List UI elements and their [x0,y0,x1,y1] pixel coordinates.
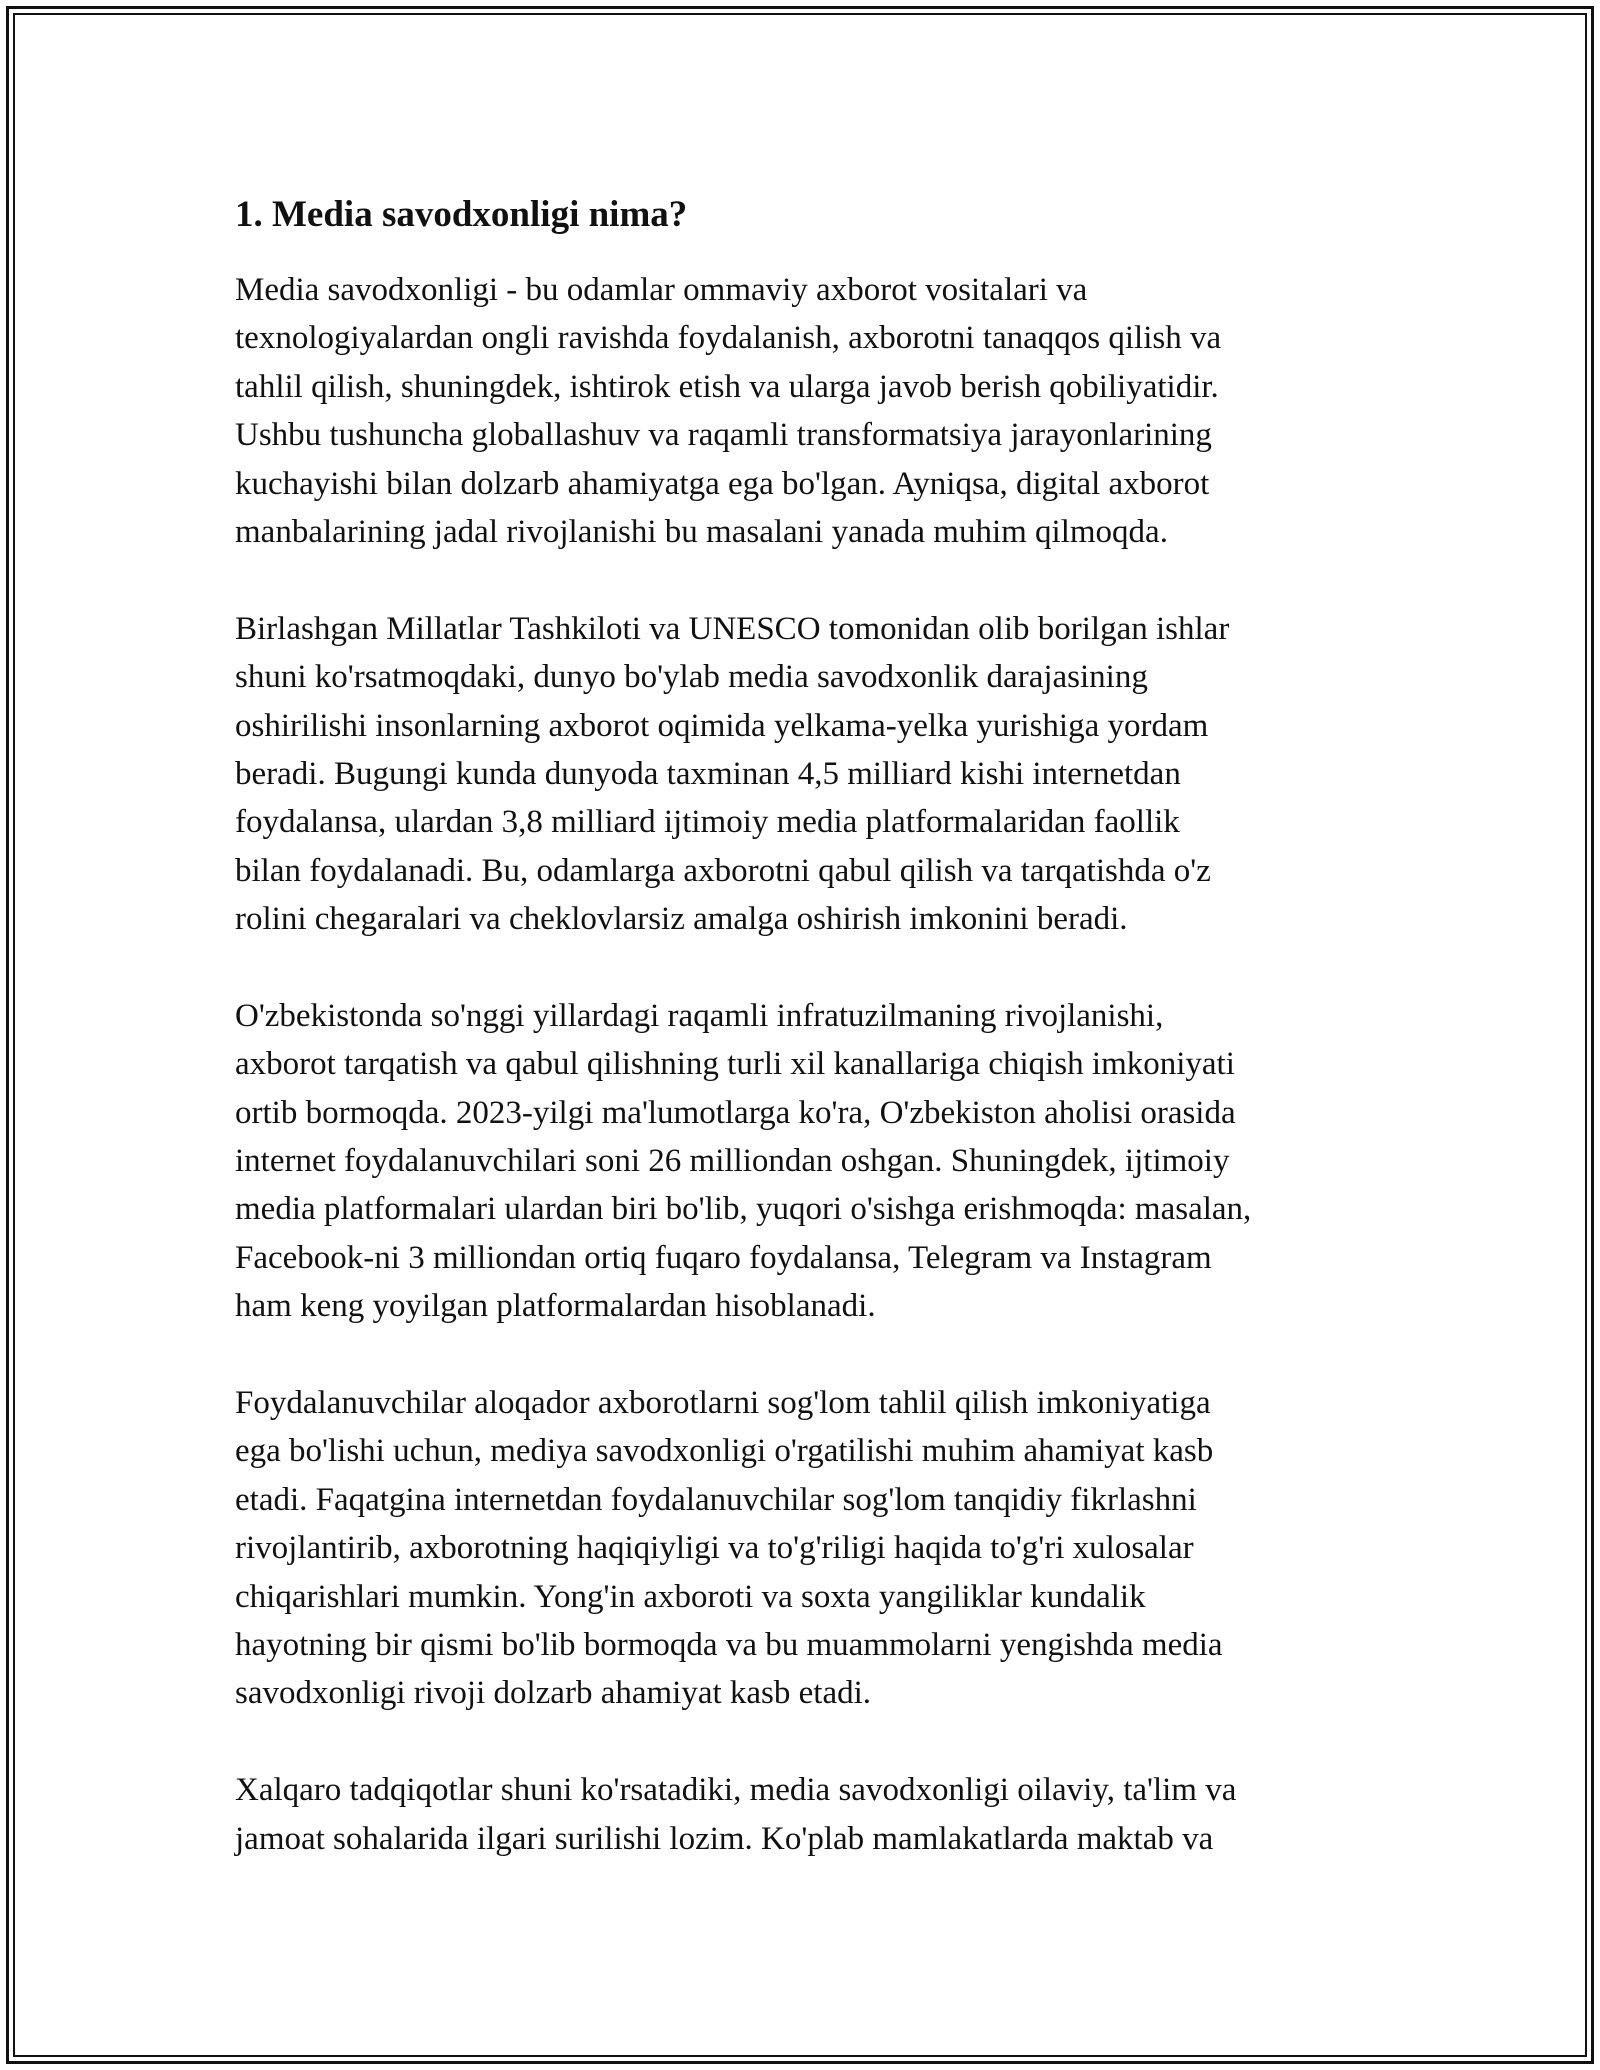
text-line: tahlil qilish, shuningdek, ishtirok etish va ularga javob berish qobiliyatidir. [235,368,1219,405]
text-line: texnologiyalardan ongli ravishda foydalanish, axborotni tanaqqos qilish va [235,320,1222,357]
text-line: manbalarining jadal rivojlanishi bu masalani yanada muhim qilmoqda. [235,513,1168,550]
text-line: oshirilishi insonlarning axborot oqimida yelkama-yelka yurishiga yordam [235,707,1209,744]
paragraph [235,605,1385,944]
text-line: shuni ko'rsatmoqdaki, dunyo bo'ylab media savodxonlik darajasining [235,659,1148,696]
paragraph [235,992,1385,1331]
text-line: savodxonligi rivoji dolzarb ahamiyat kasb etadi. [235,1675,872,1712]
text-line: ortib bormoqda. 2023-yilgi ma'lumotlarga ko'ra, O'zbekiston aholisi orasida [235,1094,1236,1131]
paragraph [235,1379,1385,1718]
text-line: axborot tarqatish va qabul qilishning turli xil kanallariga chiqish imkoniyati [235,1046,1235,1083]
text-line: etadi. Faqatgina internetdan foydalanuvchilar sog'lom tanqidiy fikrlashni [235,1481,1197,1518]
text-line: O'zbekistonda so'nggi yillardagi raqamli infratuzilmaning rivojlanishi, [235,997,1164,1034]
text-line: hayotning bir qismi bo'lib bormoqda va bu muammolarni yengishda media [235,1626,1223,1663]
text-line: ham keng yoyilgan platformalardan hisoblanadi. [235,1288,876,1325]
text-line: rolini chegaralari va cheklovlarsiz amalga oshirish imkonini beradi. [235,901,1128,938]
text-line: Foydalanuvchilar aloqador axborotlarni sog'lom tahlil qilish imkoniyatiga [235,1384,1211,1421]
text-line: Facebook-ni 3 milliondan ortiq fuqaro foydalansa, Telegram va Instagram [235,1239,1212,1276]
text-line: Birlashgan Millatlar Tashkiloti va UNESCO tomonidan olib borilgan ishlar [235,610,1230,647]
text-line: internet foydalanuvchilari soni 26 milliondan oshgan. Shuningdek, ijtimoiy [235,1143,1230,1180]
text-line: media platformalari ulardan biri bo'lib, yuqori o'sishga erishmoqda: masalan, [235,1191,1252,1228]
text-line: beradi. Bugungi kunda dunyoda taxminan 4,5 milliard kishi internetdan [235,755,1181,792]
document-body [235,266,1385,1911]
text-line: rivojlantirib, axborotning haqiqiyligi va to'g'riligi haqida to'g'ri xulosalar [235,1530,1194,1567]
section-heading: 1. Media savodxonligi nima? [235,194,688,235]
text-line: foydalansa, ulardan 3,8 milliard ijtimoiy media platformalaridan faollik [235,804,1180,841]
text-line: chiqarishlari mumkin. Yong'in axboroti va soxta yangiliklar kundalik [235,1578,1146,1615]
text-line: jamoat sohalarida ilgari surilishi lozim. Ko'plab mamlakatlarda maktab va [235,1820,1214,1857]
paragraph [235,266,1385,556]
text-line: Xalqaro tadqiqotlar shuni ko'rsatadiki, media savodxonligi oilaviy, ta'lim va [235,1772,1237,1809]
text-line: ega bo'lishi uchun, mediya savodxonligi o'rgatilishi muhim ahamiyat kasb [235,1433,1214,1470]
paragraph [235,1766,1385,1863]
text-line: kuchayishi bilan dolzarb ahamiyatga ega bo'lgan. Ayniqsa, digital axborot [235,465,1210,502]
text-line: Ushbu tushuncha globallashuv va raqamli transformatsiya jarayonlarining [235,417,1212,454]
text-line: Media savodxonligi - bu odamlar ommaviy axborot vositalari va [235,272,1088,308]
text-line: bilan foydalanadi. Bu, odamlarga axborotni qabul qilish va tarqatishda o'z [235,852,1211,889]
